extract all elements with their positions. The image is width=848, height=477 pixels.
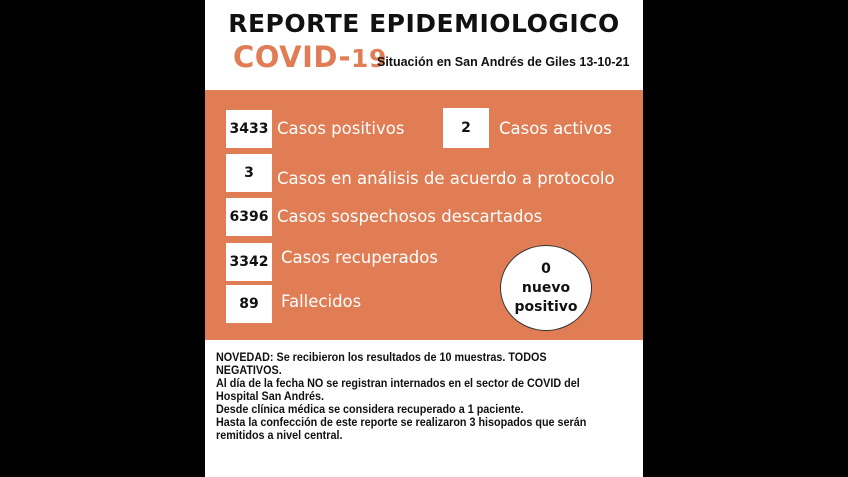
- recuperados-count: 3342: [226, 243, 272, 281]
- situation-line: Situación en San Andrés de Giles 13-10-21: [377, 55, 630, 69]
- note-recuperado: Desde clínica médica se considera recuperado a 1 paciente.: [216, 403, 524, 416]
- nuevo-line2: positivo: [514, 298, 578, 315]
- notes-block: [216, 351, 605, 442]
- positivos-count: 3433: [226, 110, 272, 148]
- report-card: [205, 0, 643, 477]
- nuevo-line1: nuevo: [521, 279, 571, 296]
- activos-label: Casos activos: [499, 119, 612, 138]
- covid-word: COVID-: [233, 40, 352, 74]
- fallecidos-label: Fallecidos: [281, 292, 362, 311]
- sospechosos-count: 6396: [226, 198, 272, 236]
- covid-number: 19: [351, 44, 387, 73]
- covid-heading: [233, 40, 387, 74]
- recuperados-label: Casos recuperados: [281, 248, 438, 267]
- nuevo-count: 0: [541, 260, 551, 277]
- stats-panel: [205, 90, 643, 340]
- fallecidos-count: 89: [226, 285, 272, 323]
- activos-count: 2: [443, 108, 489, 148]
- positivos-label: Casos positivos: [277, 119, 405, 138]
- note-novedad: NOVEDAD: Se recibieron los resultados de 10 muestras. TODOS NEGATIVOS.: [216, 351, 547, 377]
- sospechosos-label: Casos sospechosos descartados: [277, 207, 543, 226]
- report-title: REPORTE EPIDEMIOLOGICO: [228, 9, 620, 38]
- analisis-count: 3: [226, 154, 272, 192]
- nuevo-positivo-circle: [500, 245, 592, 331]
- analisis-label: Casos en análisis de acuerdo a protocolo: [277, 169, 615, 188]
- note-internados: Al día de la fecha NO se registran internados en el sector de COVID del Hospital San Andrés.: [216, 377, 580, 403]
- note-hisopados: Hasta la confección de este reporte se realizaron 3 hisopados que serán remitidos a nivel central.: [216, 416, 587, 442]
